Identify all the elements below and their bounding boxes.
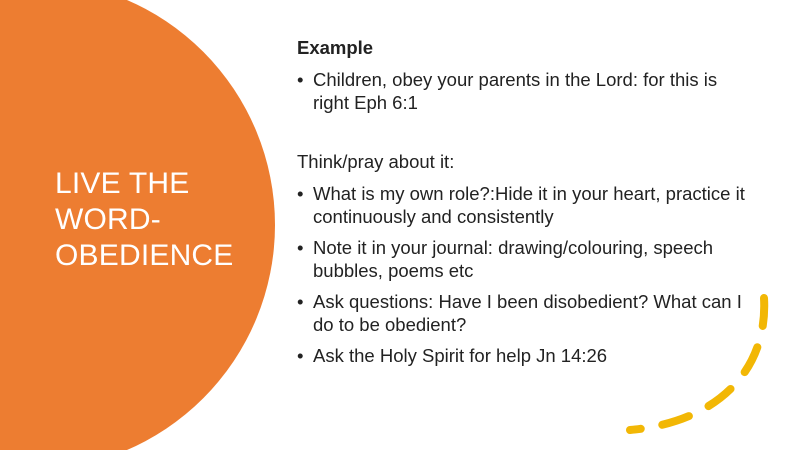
example-bullet: • Children, obey your parents in the Lord: for this is right Eph 6:1 [297,68,747,114]
think-bullet-2: • Note it in your journal: drawing/colouring, speech bubbles, poems etc [297,236,747,282]
title-line-3: OBEDIENCE [55,239,234,272]
dashed-arc [630,298,764,430]
think-lead: Think/pray about it: [297,151,455,172]
title-line-2: WORD- [55,203,161,236]
example-heading: Example [297,37,374,58]
title-line-1: LIVE THE [55,167,190,200]
think-bullet-4: • Ask the Holy Spirit for help Jn 14:26 [297,344,747,367]
think-bullet-3: • Ask questions: Have I been disobedient? What can I do to be obedient? [297,290,747,336]
think-bullet-1: • What is my own role?:Hide it in your heart, practice it continuously and consistently [297,182,747,228]
